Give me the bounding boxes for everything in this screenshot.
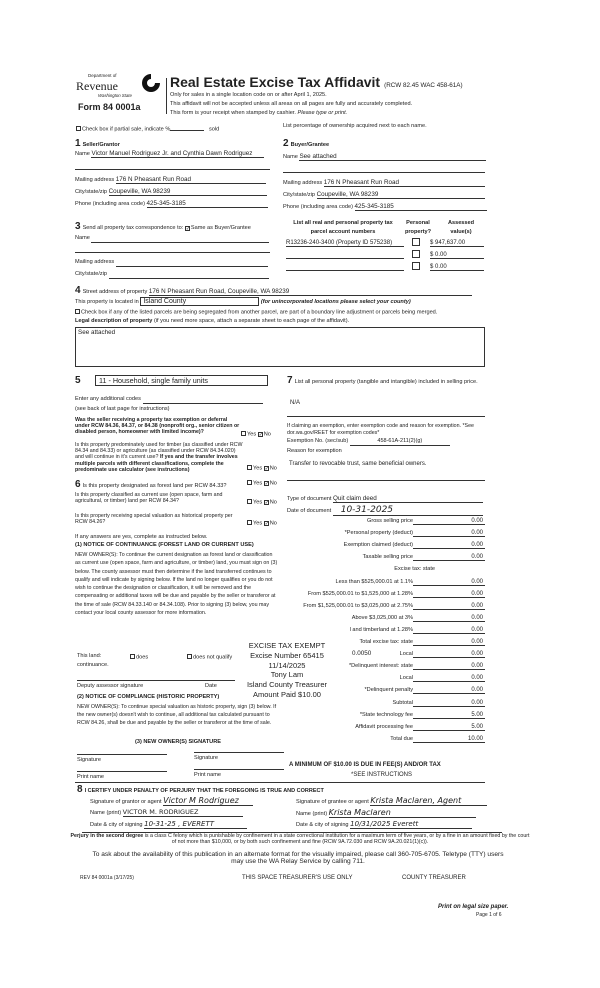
notice-1-text: NEW OWNER(S): To continue the current designation as forest land or classification as current use (open space, farm and agriculture, or timber) land, you must sign on (3) below. The county assessor must then determine if the land transferred continues to qualify and will indicate by signing below. If the land no longer qualifies or you do not wish to continue the designation or classification, it will be removed and the compensating or additional taxes will be due and payable by the seller or transferor at the time of sale (RCW 84.33.140 or 84.34.108). Prior to signing (3) below, you may contact your local county assessor for more information. [75, 552, 278, 617]
stamp-line-5: Island County Treasurer [246, 680, 328, 690]
assessed-value-1[interactable]: $ 947,637.00 [430, 240, 484, 247]
fee-label: Taxable selling price [362, 554, 413, 561]
owner-print-line-2[interactable] [194, 769, 284, 770]
personal-property-checkbox-1[interactable] [412, 238, 420, 246]
form-number: Form 84 0001a [78, 102, 141, 112]
seller-phone-field[interactable]: Phone (including area code) 425-345-3185 [75, 201, 268, 208]
personal-property-checkbox-2[interactable] [412, 250, 420, 258]
fee-label: Exemption claimed (deduct) [343, 542, 413, 549]
fee-value[interactable]: 0.00 [413, 687, 485, 694]
deputy-signature-label: Deputy assessor signature [77, 683, 144, 689]
buyer-phone-field[interactable]: Phone (including area code) 425-345-3185 [283, 204, 487, 211]
street-address-field[interactable]: 4 Street address of property 176 N Pheasant Run Road, Coupeville, WA 98239 [75, 286, 472, 296]
buyer-name-line-2 [283, 172, 485, 173]
fee-value[interactable]: 0.00 [413, 518, 485, 525]
notice-2-title: (2) NOTICE OF COMPLIANCE (HISTORIC PROPERTY) [77, 694, 220, 700]
fee-row [290, 564, 485, 573]
correspondence-city-field[interactable]: City/state/zip [75, 272, 269, 279]
county-select[interactable]: Island County [140, 297, 259, 306]
partial-sale-checkbox[interactable]: Check box if partial sale, indicate % sold [76, 126, 219, 133]
fee-label: From $525,000.01 to $1,525,000 at 1.28% [307, 590, 413, 597]
personal-property-checkbox-3[interactable] [412, 262, 420, 270]
fee-label: *State technology fee [359, 711, 413, 718]
ownership-note: List percentage of ownership acquired next to each name. [283, 123, 427, 129]
fee-row [290, 601, 485, 610]
fee-row [290, 528, 485, 537]
fee-value[interactable]: 5.00 [413, 712, 485, 719]
fee-row [290, 540, 485, 549]
exemption-answer[interactable]: Yes ✓No [241, 431, 271, 438]
revenue-swirl-icon [140, 72, 162, 94]
county-treasurer-label: COUNTY TREASURER [402, 875, 466, 881]
fee-label: Above $3,025,000 at 3% [351, 614, 413, 621]
same-as-buyer-checkbox[interactable]: ✓ [185, 225, 191, 232]
new-owner-signature-title: (3) NEW OWNER(S) SIGNATURE [135, 739, 221, 745]
fee-label: Subtotal [392, 699, 413, 706]
fee-row [290, 625, 485, 634]
fee-value[interactable]: 0.00 [413, 627, 485, 634]
fee-label: Total excise tax: state [359, 639, 413, 645]
forest-answer[interactable]: Yes ✓No [247, 480, 277, 487]
seller-name-line-2 [75, 169, 270, 170]
assessed-col-header: Assessed value(s) [447, 220, 475, 235]
fee-value[interactable]: 0.00 [413, 554, 485, 561]
current-use-answer[interactable]: Yes ✓No [247, 499, 277, 506]
fee-row [290, 516, 485, 525]
grantee-signature-field[interactable]: Signature of grantee or agent Krista Maclaren, Agent [296, 797, 487, 806]
fee-label: Affidavit processing fee [355, 723, 413, 730]
timber-answer[interactable]: Yes ✓No [247, 465, 277, 472]
fee-row [290, 613, 485, 622]
fee-value[interactable]: 0.00 [413, 591, 485, 598]
personal-property-label: 7 List all personal property (tangible and intangible) included in selling price. [287, 375, 478, 386]
parcels-col-header: List all real and personal property tax parcel account numbers [293, 220, 393, 235]
fee-label: *Personal property (deduct) [344, 530, 413, 537]
assessed-value-2[interactable]: $ 0.00 [430, 252, 484, 259]
forest-question: 6 Is this property designated as forest land per RCW 84.33? [75, 479, 227, 490]
current-use-question: Is this property classified as current use (open space, farm and agricultural, or timber) land per RCW 84.34? [75, 492, 223, 505]
parcel-number-2[interactable] [286, 258, 404, 259]
fee-value[interactable]: 5.00 [413, 724, 485, 731]
alt-format-note: To ask about the availability of this publication in an alternate format for the visually impaired, please call 360-705-6705. Teletype (TTY) users may use the WA Relay Service by calling 711. [92, 851, 504, 865]
seller-heading: 1 Seller/Grantor [75, 138, 120, 149]
page-number: Page 1 of 6 [476, 912, 502, 918]
grantor-signature-field[interactable]: Signature of grantor or agent Victor M Rodriguez [90, 797, 253, 806]
logo-revenue: Revenue [76, 79, 118, 93]
fee-row [290, 552, 485, 561]
fee-value[interactable]: 0.00 [413, 615, 485, 622]
document-date-field[interactable]: Date of document 10-31-2025 [287, 506, 483, 516]
stamp-line-4: Tony Lam [270, 670, 304, 680]
owner-signature-line-2[interactable] [194, 752, 284, 753]
assessed-value-3[interactable]: $ 0.00 [430, 264, 484, 271]
does-checkbox[interactable]: does [130, 654, 148, 661]
fee-label: *Delinquent interest: state [348, 663, 413, 670]
fee-label: From $1,525,000.01 to $3,025,000 at 2.75% [303, 602, 413, 609]
section-8-divider [75, 782, 485, 783]
historic-question: Is this property receiving special valuation as historical property per RCW 84.26? [75, 513, 233, 526]
fee-label: Total due [390, 735, 413, 742]
notice-2-text: NEW OWNER(S): To continue special valuation as historic property, sign (3) below. If the new owner(s) doesn't wish to continue, all additional tax calculated pursuant to RCW 84.26, shall be due and payable by the seller or transferor at the time of sale. [77, 704, 277, 726]
stamp-line-6: Amount Paid $10.00 [253, 689, 321, 699]
treasurer-stamp [242, 641, 332, 700]
grantee-name-field[interactable]: Name (print) Krista Maclaren [296, 809, 476, 818]
parcel-number-1[interactable]: R13236-240-3400 (Property ID 575238) [286, 240, 404, 247]
personal-property-value[interactable]: N/A [290, 400, 301, 406]
title-row [170, 75, 463, 89]
seller-name-field[interactable]: Name Victor Manuel Rodriguez Jr. and Cynthia Dawn Rodriguez [75, 151, 264, 158]
deputy-date-label: Date [205, 683, 217, 689]
fee-label: Less than $525,000.01 at 1.1% [335, 578, 413, 585]
seller-mailing-field[interactable]: Mailing address 176 N Pheasant Run Road [75, 177, 266, 184]
personal-col-header: Personal property? [404, 220, 432, 235]
stamp-line-2: Excise Number 65415 [250, 650, 324, 660]
grantee-date-field[interactable]: Date & city of signing 10/31/2025 Everett [296, 821, 472, 829]
this-land-label: This land: [77, 653, 102, 659]
use-code-select[interactable]: 11 - Household, single family units [95, 375, 268, 386]
correspondence-heading: 3 Send all property tax correspondence to: ✓Same as Buyer/Grantee [75, 221, 251, 232]
if-yes-note: If any answers are yes, complete as instructed below. [75, 534, 208, 540]
fee-row [290, 589, 485, 598]
local-rate: 0.0050 [352, 650, 372, 657]
reason-label: Reason for exemption [287, 448, 342, 454]
see-back-note: (see back of last page for instructions) [75, 406, 170, 412]
form-title: Real Estate Excise Tax Affidavit [170, 74, 381, 90]
correspondence-mailing-field[interactable]: Mailing address [75, 260, 268, 267]
legal-description-label: Legal description of property (if you need more space, attach a separate sheet to each page of the affidavit). [75, 318, 350, 324]
legal-description-box[interactable]: See attached [75, 327, 485, 367]
print-legal-note: Print on legal size paper. [438, 904, 509, 910]
owner-print-label-1: Print name [77, 774, 105, 780]
owner-print-label-2: Print name [194, 772, 222, 778]
fee-label: *Delinquent penalty [364, 687, 413, 694]
fee-value[interactable]: 0.00 [413, 542, 485, 549]
personal-property-line [287, 416, 485, 417]
fee-value[interactable]: 10.00 [413, 736, 485, 743]
section-5-number: 5 [75, 375, 81, 386]
parcel-number-3[interactable] [286, 270, 404, 271]
fee-label: Gross selling price [366, 518, 413, 524]
owner-signature-label-2: Signature [194, 755, 218, 761]
deputy-date-line[interactable] [197, 680, 235, 681]
additional-codes-field[interactable]: Enter any additional codes [75, 397, 263, 404]
continuance-label: continuance. [77, 662, 109, 668]
fee-row [290, 577, 485, 586]
exemption-instructions: If claiming an exemption, enter exemption code and reason for exemption. *See dor.wa.gov/REET for exemption codes* [287, 423, 474, 436]
correspondence-name-field[interactable]: Name [75, 236, 269, 243]
stamp-line-1: EXCISE TAX EXEMPT [248, 641, 326, 650]
document-type-field[interactable]: Type of document Quit claim deed [287, 496, 483, 503]
minimum-note: A MINIMUM OF $10.00 IS DUE IN FEE(S) AND/OR TAX [289, 762, 441, 768]
fee-row [290, 722, 485, 731]
grantor-name-field[interactable]: Name (print) VICTOR M. RODRIGUEZ [90, 809, 243, 817]
grantor-date-field[interactable]: Date & city of signing 10-31-25 , EVERETT [90, 821, 247, 829]
header-note-1: Only for sales in a single location code on or after April 1, 2025. [170, 92, 327, 98]
deputy-signature-line[interactable] [77, 680, 205, 681]
treasurer-use-only: THIS SPACE TREASURER'S USE ONLY [242, 875, 353, 881]
fee-value[interactable]: 0.00 [413, 663, 485, 670]
does-not-qualify-checkbox[interactable]: does not qualify [187, 654, 232, 661]
buyer-mailing-field[interactable]: Mailing address 176 N Pheasant Run Road [283, 180, 485, 187]
revision: REV 84 0001a (3/17/25) [80, 875, 134, 881]
notice-1-title: (1) NOTICE OF CONTINUANCE (FOREST LAND OR CURRENT USE) [75, 542, 254, 548]
correspondence-name-line-2 [75, 252, 270, 253]
fee-value[interactable]: 0.00 [413, 603, 485, 610]
fee-value[interactable]: 0.00 [413, 639, 485, 646]
see-instructions: *SEE INSTRUCTIONS [351, 772, 413, 778]
seller-city-field[interactable]: City/state/zip Coupeville, WA 98239 [75, 189, 267, 196]
certify-statement: 8 I CERTIFY UNDER PENALTY OF PERJURY THAT THE FOREGOING IS TRUE AND CORRECT [77, 784, 324, 795]
logo-dept-of: Department of [88, 73, 117, 78]
owner-print-line-1[interactable] [77, 771, 167, 772]
fee-label: Excise tax: state [394, 566, 435, 573]
exemption-question: Was the seller receiving a property tax exemption or deferral under RCW 84.36, 84.37, or 84.38 (nonprofit org., senior citizen or disabled person, homeowner with limited income)? [75, 417, 240, 436]
buyer-heading: 2 Buyer/Grantee [283, 138, 330, 149]
form-citation: (RCW 82.45 WAC 458-61A) [384, 82, 463, 89]
logo-state: Washington State [98, 93, 132, 98]
historic-answer[interactable]: Yes ✓No [247, 520, 277, 527]
reason-value[interactable]: Transfer to revocable trust, same beneficial owners. [289, 461, 427, 467]
county-row: This property is located in Island County (for unincorporated locations please select your county) [75, 298, 411, 305]
fee-label: l and timberland at 1.28% [349, 626, 413, 633]
header-note-3: This form is your receipt when stamped by cashier. Please type or print. [170, 110, 348, 116]
segregated-checkbox[interactable]: Check box if any of the listed parcels are being segregated from another parcel, are part of a boundary line adjustment or parcels being merged. [75, 309, 437, 316]
fee-label: Local [399, 675, 413, 682]
header-note-2: This affidavit will not be accepted unless all areas on all pages are fully and accurately completed. [170, 101, 413, 107]
fee-value[interactable]: 0.00 [413, 700, 485, 707]
fee-label: Local [399, 651, 413, 658]
fee-value[interactable]: 0.00 [413, 651, 485, 658]
header-divider [166, 78, 167, 114]
exemption-number-field[interactable]: Exemption No. (sec/sub) 458-61A-211(2)(g) [287, 439, 450, 446]
perjury-statement: Perjury in the second degree is a class C felony which is punishable by confinement in a state correctional institution for a maximum term of five years, or by a fine in an amount fixed by the court of not more than $10,000, or by both such confinement and fine (RCW 9A.72.030 and RCW 9A.20.021(1)(c)). [70, 833, 530, 845]
fee-value[interactable]: 0.00 [413, 675, 485, 682]
timber-question: Is this property predominately used for timber (as classified under RCW 84.34 and 84.33) or agriculture (as classified under RCW 84.34.020) and will continue in it's current use? If yes and the transfer involves multiple parcels with different classifications, complete the predominate use calculator (see instructions) [75, 442, 243, 473]
fee-row [290, 734, 485, 743]
buyer-name-field[interactable]: Name See attached [283, 154, 486, 161]
reason-line [287, 480, 485, 481]
fee-value[interactable]: 0.00 [413, 579, 485, 586]
buyer-city-field[interactable]: City/state/zip Coupeville, WA 98239 [283, 192, 485, 199]
stamp-line-3: 11/14/2025 [268, 660, 306, 670]
owner-signature-line-1[interactable] [77, 754, 167, 755]
fee-value[interactable]: 0.00 [413, 530, 485, 537]
fee-row [290, 710, 485, 719]
owner-signature-label-1: Signature [77, 757, 101, 763]
